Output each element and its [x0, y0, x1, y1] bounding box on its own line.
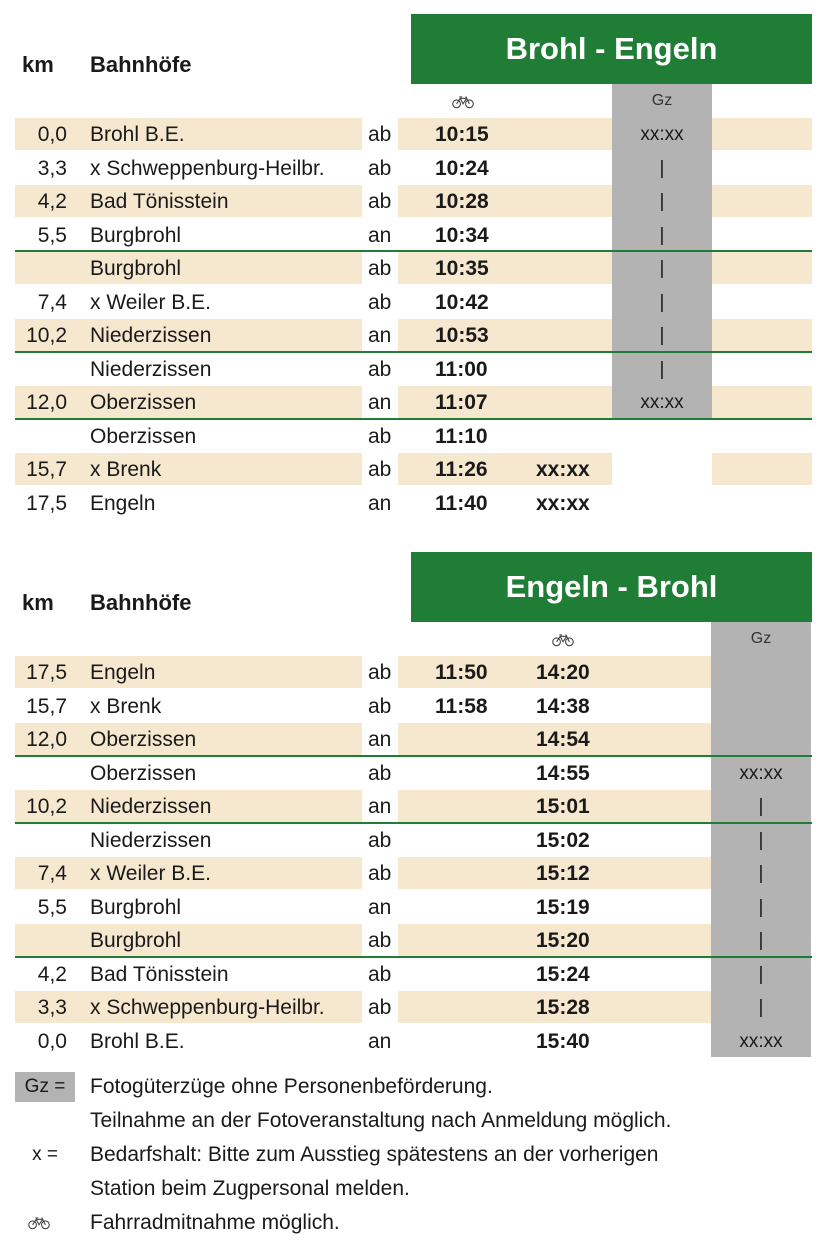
legend-row [0, 1206, 821, 1240]
table-row [0, 757, 821, 791]
time-cell: 15:40 [536, 1029, 590, 1053]
station-cell: Oberzissen [90, 424, 197, 448]
km-cell: 0,0 [37, 123, 67, 146]
km-cell: 15,7 [26, 694, 67, 718]
legend-row [0, 1172, 821, 1206]
gz-cell: | [758, 863, 764, 884]
legend [0, 1070, 821, 1245]
legend-row [0, 1138, 821, 1172]
station-cell: Niederzissen [90, 828, 212, 852]
station-cell: Bad Tönisstein [90, 190, 229, 213]
table-row [0, 656, 821, 690]
gz-cell: | [659, 325, 665, 346]
table-row [0, 790, 821, 824]
time-cell: 11:07 [435, 391, 488, 414]
arrival-departure-cell: ab [368, 357, 392, 381]
km-cell: 12,0 [26, 728, 67, 751]
arrival-departure-cell: an [368, 728, 392, 751]
legend-text: Teilnahme an der Fotoveranstaltung nach Anmeldung möglich. [90, 1109, 672, 1132]
arrival-departure-cell: an [368, 895, 392, 919]
time-cell: 14:55 [536, 761, 590, 785]
time-cell: 15:24 [536, 962, 590, 986]
time-cell: 11:26 [435, 458, 488, 481]
legend-text: Fotogüterzüge ohne Personenbeförderung. [90, 1075, 493, 1098]
station-cell: Burgbrohl [90, 257, 182, 280]
station-cell: Burgbrohl [90, 929, 182, 952]
gz-cell: | [659, 358, 665, 380]
arrival-departure-cell: ab [368, 290, 392, 314]
table-row [0, 690, 821, 724]
time-cell: 10:15 [435, 123, 489, 146]
km-cell [0, 824, 67, 858]
station-cell: Engeln [90, 491, 156, 515]
table-row [0, 891, 821, 925]
km-cell: 7,4 [37, 290, 67, 314]
arrival-departure-cell: ab [368, 190, 392, 213]
arrival-departure-cell: ab [368, 996, 392, 1019]
station-cell: Bad Tönisstein [90, 962, 229, 986]
time-cell: 15:19 [536, 895, 590, 919]
station-cell: Brohl B.E. [90, 123, 185, 146]
legend-row [0, 1070, 821, 1104]
time-cell: 10:24 [435, 156, 489, 180]
arrival-departure-cell: ab [368, 257, 392, 280]
gz-cell: xx:xx [739, 762, 783, 784]
arrival-departure-cell: an [368, 491, 392, 515]
gz-header: Gz [750, 630, 772, 647]
gz-cell: | [758, 930, 764, 951]
time-cell: 10:34 [435, 223, 489, 247]
gz-header: Gz [651, 92, 673, 109]
arrival-departure-cell: ab [368, 929, 392, 952]
gz-cell: xx:xx [739, 1030, 783, 1052]
time-cell: xx:xx [536, 491, 590, 515]
time-cell: 15:20 [536, 929, 590, 952]
arrival-departure-cell: ab [368, 694, 392, 718]
time-cell: 11:58 [435, 694, 488, 718]
time-cell: xx:xx [536, 458, 590, 481]
time-cell: 10:42 [435, 290, 489, 314]
table-row [0, 723, 821, 757]
table-row [0, 824, 821, 858]
station-cell: x Weiler B.E. [90, 290, 211, 314]
km-cell: 3,3 [37, 996, 67, 1019]
km-cell: 5,5 [37, 223, 67, 247]
gz-cell: | [659, 191, 665, 212]
time-cell: 11:00 [435, 357, 488, 381]
arrival-departure-cell: ab [368, 962, 392, 986]
gz-cell: | [758, 963, 764, 985]
legend-text: Bedarfshalt: Bitte zum Ausstieg spätestens an der vorherigen [90, 1143, 659, 1166]
gz-cell: | [758, 796, 764, 817]
km-cell: 17,5 [26, 491, 67, 515]
station-cell: x Brenk [90, 458, 162, 481]
route-title: Engeln - Brohl [505, 569, 718, 604]
station-cell: Niederzissen [90, 357, 212, 381]
row-shading [15, 924, 362, 956]
arrival-departure-cell: ab [368, 123, 392, 146]
arrival-departure-cell: ab [368, 424, 392, 448]
km-cell: 12,0 [26, 391, 67, 414]
km-cell [0, 757, 67, 791]
legend-key-gz: Gz = [15, 1072, 75, 1102]
time-cell: 10:35 [435, 257, 489, 280]
time-cell: 10:53 [435, 324, 489, 347]
gz-cell: xx:xx [640, 124, 684, 145]
km-cell: 4,2 [37, 190, 67, 213]
gz-cell: | [659, 224, 665, 246]
station-cell: Oberzissen [90, 761, 197, 785]
km-cell: 7,4 [37, 862, 67, 885]
time-cell: 11:50 [435, 661, 488, 684]
gz-cell [711, 690, 811, 724]
km-cell: 10,2 [26, 324, 67, 347]
km-cell: 5,5 [37, 895, 67, 919]
arrival-departure-cell: ab [368, 458, 392, 481]
time-cell: 14:38 [536, 694, 590, 718]
bicycle-icon [552, 633, 574, 647]
time-cell: 11:10 [435, 424, 488, 448]
station-cell: Oberzissen [90, 728, 197, 751]
row-shading [15, 656, 362, 688]
station-cell: x Schweppenburg-Heilbr. [90, 996, 325, 1019]
legend-text: Station beim Zugpersonal melden. [90, 1177, 410, 1200]
km-cell: 0,0 [37, 1029, 67, 1053]
km-header: km [22, 52, 54, 77]
km-cell: 15,7 [26, 458, 67, 481]
gz-cell: | [758, 829, 764, 851]
arrival-departure-cell: an [368, 1029, 392, 1053]
station-cell: Engeln [90, 661, 156, 684]
station-cell: x Schweppenburg-Heilbr. [90, 156, 325, 180]
arrival-departure-cell: ab [368, 761, 392, 785]
km-cell: 3,3 [37, 156, 67, 180]
km-cell [0, 924, 67, 958]
station-cell: Burgbrohl [90, 223, 182, 247]
arrival-departure-cell: ab [368, 862, 392, 885]
gz-cell: | [659, 157, 665, 179]
stations-header: Bahnhöfe [90, 590, 192, 615]
time-cell: 11:40 [435, 491, 488, 515]
km-cell: 4,2 [37, 962, 67, 986]
gz-cell: | [659, 258, 665, 279]
time-cell: 14:20 [536, 661, 590, 684]
time-cell: 15:12 [536, 862, 590, 885]
station-cell: Niederzissen [90, 324, 212, 347]
station-cell: x Weiler B.E. [90, 862, 211, 885]
gz-cell: | [659, 291, 665, 313]
table-row [0, 857, 821, 891]
gz-cell: xx:xx [640, 392, 684, 413]
time-cell: 10:28 [435, 190, 489, 213]
route-title-banner [411, 552, 812, 622]
table-row [0, 958, 821, 992]
arrival-departure-cell: ab [368, 828, 392, 852]
time-cell: 15:02 [536, 828, 590, 852]
arrival-departure-cell: an [368, 324, 392, 347]
legend-text: Fahrradmitnahme möglich. [90, 1211, 340, 1234]
gz-cell: | [758, 997, 764, 1018]
km-cell: 10,2 [26, 795, 67, 818]
station-cell: Oberzissen [90, 391, 197, 414]
km-header: km [22, 590, 54, 615]
km-cell: 17,5 [26, 661, 67, 684]
stations-header: Bahnhöfe [90, 52, 192, 77]
table-row [0, 1025, 821, 1059]
route-title: Brohl - Engeln [505, 31, 718, 66]
bicycle-icon [28, 1216, 50, 1230]
time-cell: 15:01 [536, 795, 590, 818]
arrival-departure-cell: ab [368, 661, 392, 684]
table-row [0, 991, 821, 1025]
arrival-departure-cell: an [368, 795, 392, 818]
station-cell: Burgbrohl [90, 895, 182, 919]
station-cell: Niederzissen [90, 795, 212, 818]
station-cell: Brohl B.E. [90, 1029, 185, 1053]
gz-cell [711, 723, 811, 757]
time-cell: 15:28 [536, 996, 590, 1019]
table-row [0, 924, 821, 958]
legend-key-x: x = [32, 1144, 58, 1165]
legend-row [0, 1104, 821, 1138]
gz-cell [711, 656, 811, 690]
gz-cell: | [758, 896, 764, 918]
arrival-departure-cell: an [368, 391, 392, 414]
arrival-departure-cell: ab [368, 156, 392, 180]
time-cell: 14:54 [536, 728, 590, 751]
station-cell: x Brenk [90, 694, 162, 718]
arrival-departure-cell: an [368, 223, 392, 247]
